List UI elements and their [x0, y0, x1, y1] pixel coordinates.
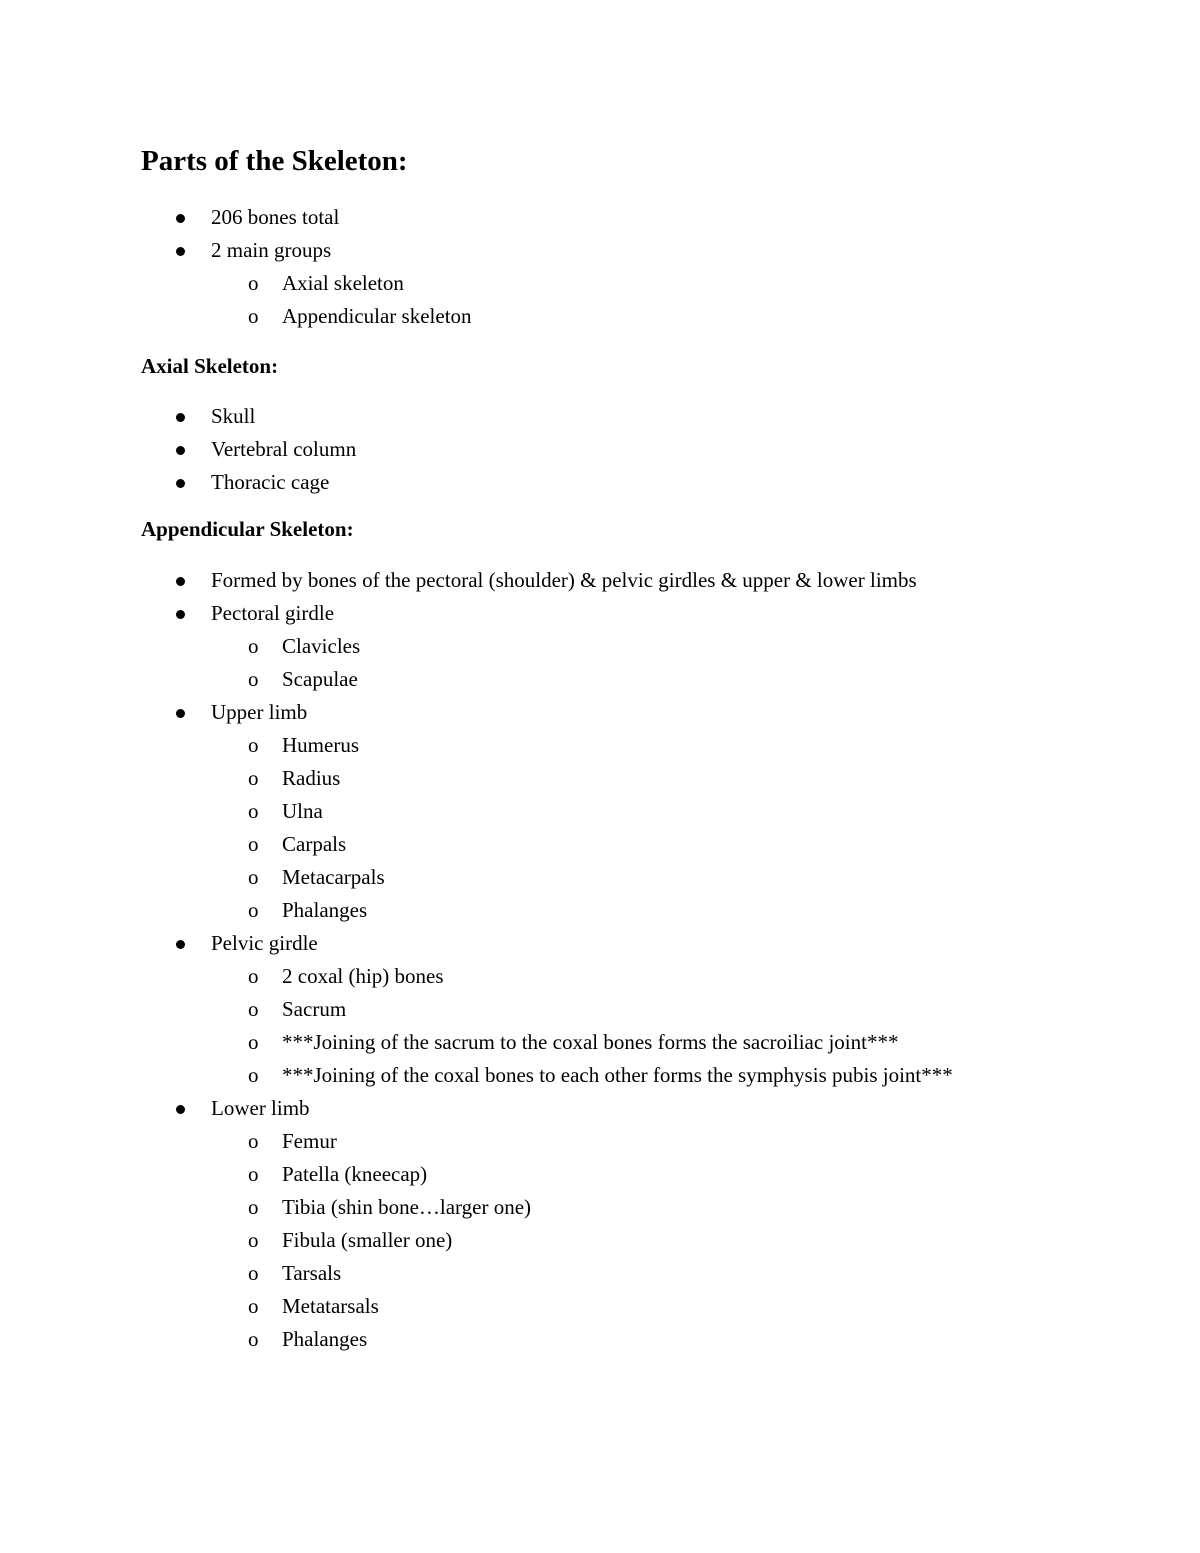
bullet-item	[0, 1092, 1200, 1125]
list-item-text: 206 bones total	[211, 205, 340, 229]
appendicular-skeleton-heading: Appendicular Skeleton:	[141, 517, 354, 541]
list-item-text: Tarsals	[282, 1261, 342, 1285]
axial-skeleton-heading: Axial Skeleton:	[141, 354, 279, 378]
bullet-item	[0, 433, 1200, 466]
list-item-text: Metatarsals	[282, 1294, 379, 1318]
bullet-item	[0, 466, 1200, 499]
list-item-text: Sacrum	[282, 997, 347, 1021]
list-item-text: ***Joining of the sacrum to the coxal bones forms the sacroiliac joint***	[282, 1030, 899, 1054]
list-item-text: Axial skeleton	[282, 271, 404, 295]
sub-bullet-marker: o	[248, 832, 259, 856]
sub-bullet-marker: o	[248, 865, 259, 889]
sub-bullet-marker: o	[248, 1228, 259, 1252]
list-item-text: Fibula (smaller one)	[282, 1228, 453, 1252]
list-item-text: Clavicles	[282, 634, 361, 658]
bullet-item	[0, 597, 1200, 630]
bullet-item	[0, 927, 1200, 960]
overview-list	[0, 201, 1200, 333]
sub-bullet-item	[0, 960, 1200, 993]
list-item-text: Tibia (shin bone…larger one)	[282, 1195, 532, 1219]
list-item-text: Phalanges	[282, 898, 368, 922]
sub-bullet-marker: o	[248, 271, 259, 295]
sub-bullet-item	[0, 1059, 1200, 1092]
list-item-text: Pectoral girdle	[211, 601, 335, 625]
sub-bullet-marker: o	[248, 1327, 259, 1351]
sub-bullet-item	[0, 1125, 1200, 1158]
sub-bullet-item	[0, 630, 1200, 663]
sub-bullet-marker: o	[248, 1129, 259, 1153]
list-item-text: Ulna	[282, 799, 323, 823]
sub-bullet-marker: o	[248, 997, 259, 1021]
sub-bullet-marker: o	[248, 1030, 259, 1054]
bullet-item	[0, 234, 1200, 267]
sub-bullet-marker: o	[248, 667, 259, 691]
page-title: Parts of the Skeleton:	[141, 145, 408, 177]
sub-bullet-marker: o	[248, 799, 259, 823]
axial-skeleton-list	[0, 400, 1200, 499]
list-item-text: Upper limb	[211, 700, 308, 724]
sub-bullet-item	[0, 993, 1200, 1026]
sub-bullet-marker: o	[248, 1063, 259, 1087]
sub-bullet-marker: o	[248, 1294, 259, 1318]
sub-bullet-item	[0, 729, 1200, 762]
sub-bullet-item	[0, 1257, 1200, 1290]
sub-bullet-item	[0, 1191, 1200, 1224]
list-item-text: 2 coxal (hip) bones	[282, 964, 444, 988]
sub-bullet-item	[0, 762, 1200, 795]
sub-bullet-marker: o	[248, 733, 259, 757]
list-item-text: Patella (kneecap)	[282, 1162, 428, 1186]
sub-bullet-item	[0, 1323, 1200, 1356]
bullet-item	[0, 201, 1200, 234]
list-item-text: Formed by bones of the pectoral (shoulder) & pelvic girdles & upper & lower limbs	[211, 568, 917, 592]
list-item-text: Carpals	[282, 832, 347, 856]
list-item-text: Skull	[211, 404, 256, 428]
bullet-item	[0, 400, 1200, 433]
sub-bullet-item	[0, 300, 1200, 333]
list-item-text: Femur	[282, 1129, 337, 1153]
list-item-text: Humerus	[282, 733, 359, 757]
sub-bullet-marker: o	[248, 964, 259, 988]
list-item-text: Scapulae	[282, 667, 358, 691]
sub-bullet-item	[0, 1224, 1200, 1257]
sub-bullet-item	[0, 1026, 1200, 1059]
list-item-text: Lower limb	[211, 1096, 310, 1120]
list-item-text: Vertebral column	[211, 437, 357, 461]
list-item-text: Thoracic cage	[211, 470, 330, 494]
sub-bullet-item	[0, 267, 1200, 300]
sub-bullet-marker: o	[248, 304, 259, 328]
bullet-item	[0, 564, 1200, 597]
sub-bullet-item	[0, 795, 1200, 828]
list-item-text: Pelvic girdle	[211, 931, 318, 955]
sub-bullet-item	[0, 861, 1200, 894]
sub-bullet-item	[0, 1290, 1200, 1323]
list-item-text: ***Joining of the coxal bones to each other forms the symphysis pubis joint***	[282, 1063, 953, 1087]
sub-bullet-item	[0, 663, 1200, 696]
sub-bullet-marker: o	[248, 1162, 259, 1186]
list-item-text: Phalanges	[282, 1327, 368, 1351]
list-item-text: Radius	[282, 766, 341, 790]
sub-bullet-marker: o	[248, 634, 259, 658]
sub-bullet-marker: o	[248, 766, 259, 790]
list-item-text: 2 main groups	[211, 238, 332, 262]
sub-bullet-item	[0, 828, 1200, 861]
sub-bullet-item	[0, 1158, 1200, 1191]
appendicular-skeleton-list	[0, 564, 1200, 1356]
list-item-text: Appendicular skeleton	[282, 304, 472, 328]
sub-bullet-marker: o	[248, 898, 259, 922]
sub-bullet-marker: o	[248, 1195, 259, 1219]
sub-bullet-item	[0, 894, 1200, 927]
bullet-item	[0, 696, 1200, 729]
sub-bullet-marker: o	[248, 1261, 259, 1285]
list-item-text: Metacarpals	[282, 865, 385, 889]
